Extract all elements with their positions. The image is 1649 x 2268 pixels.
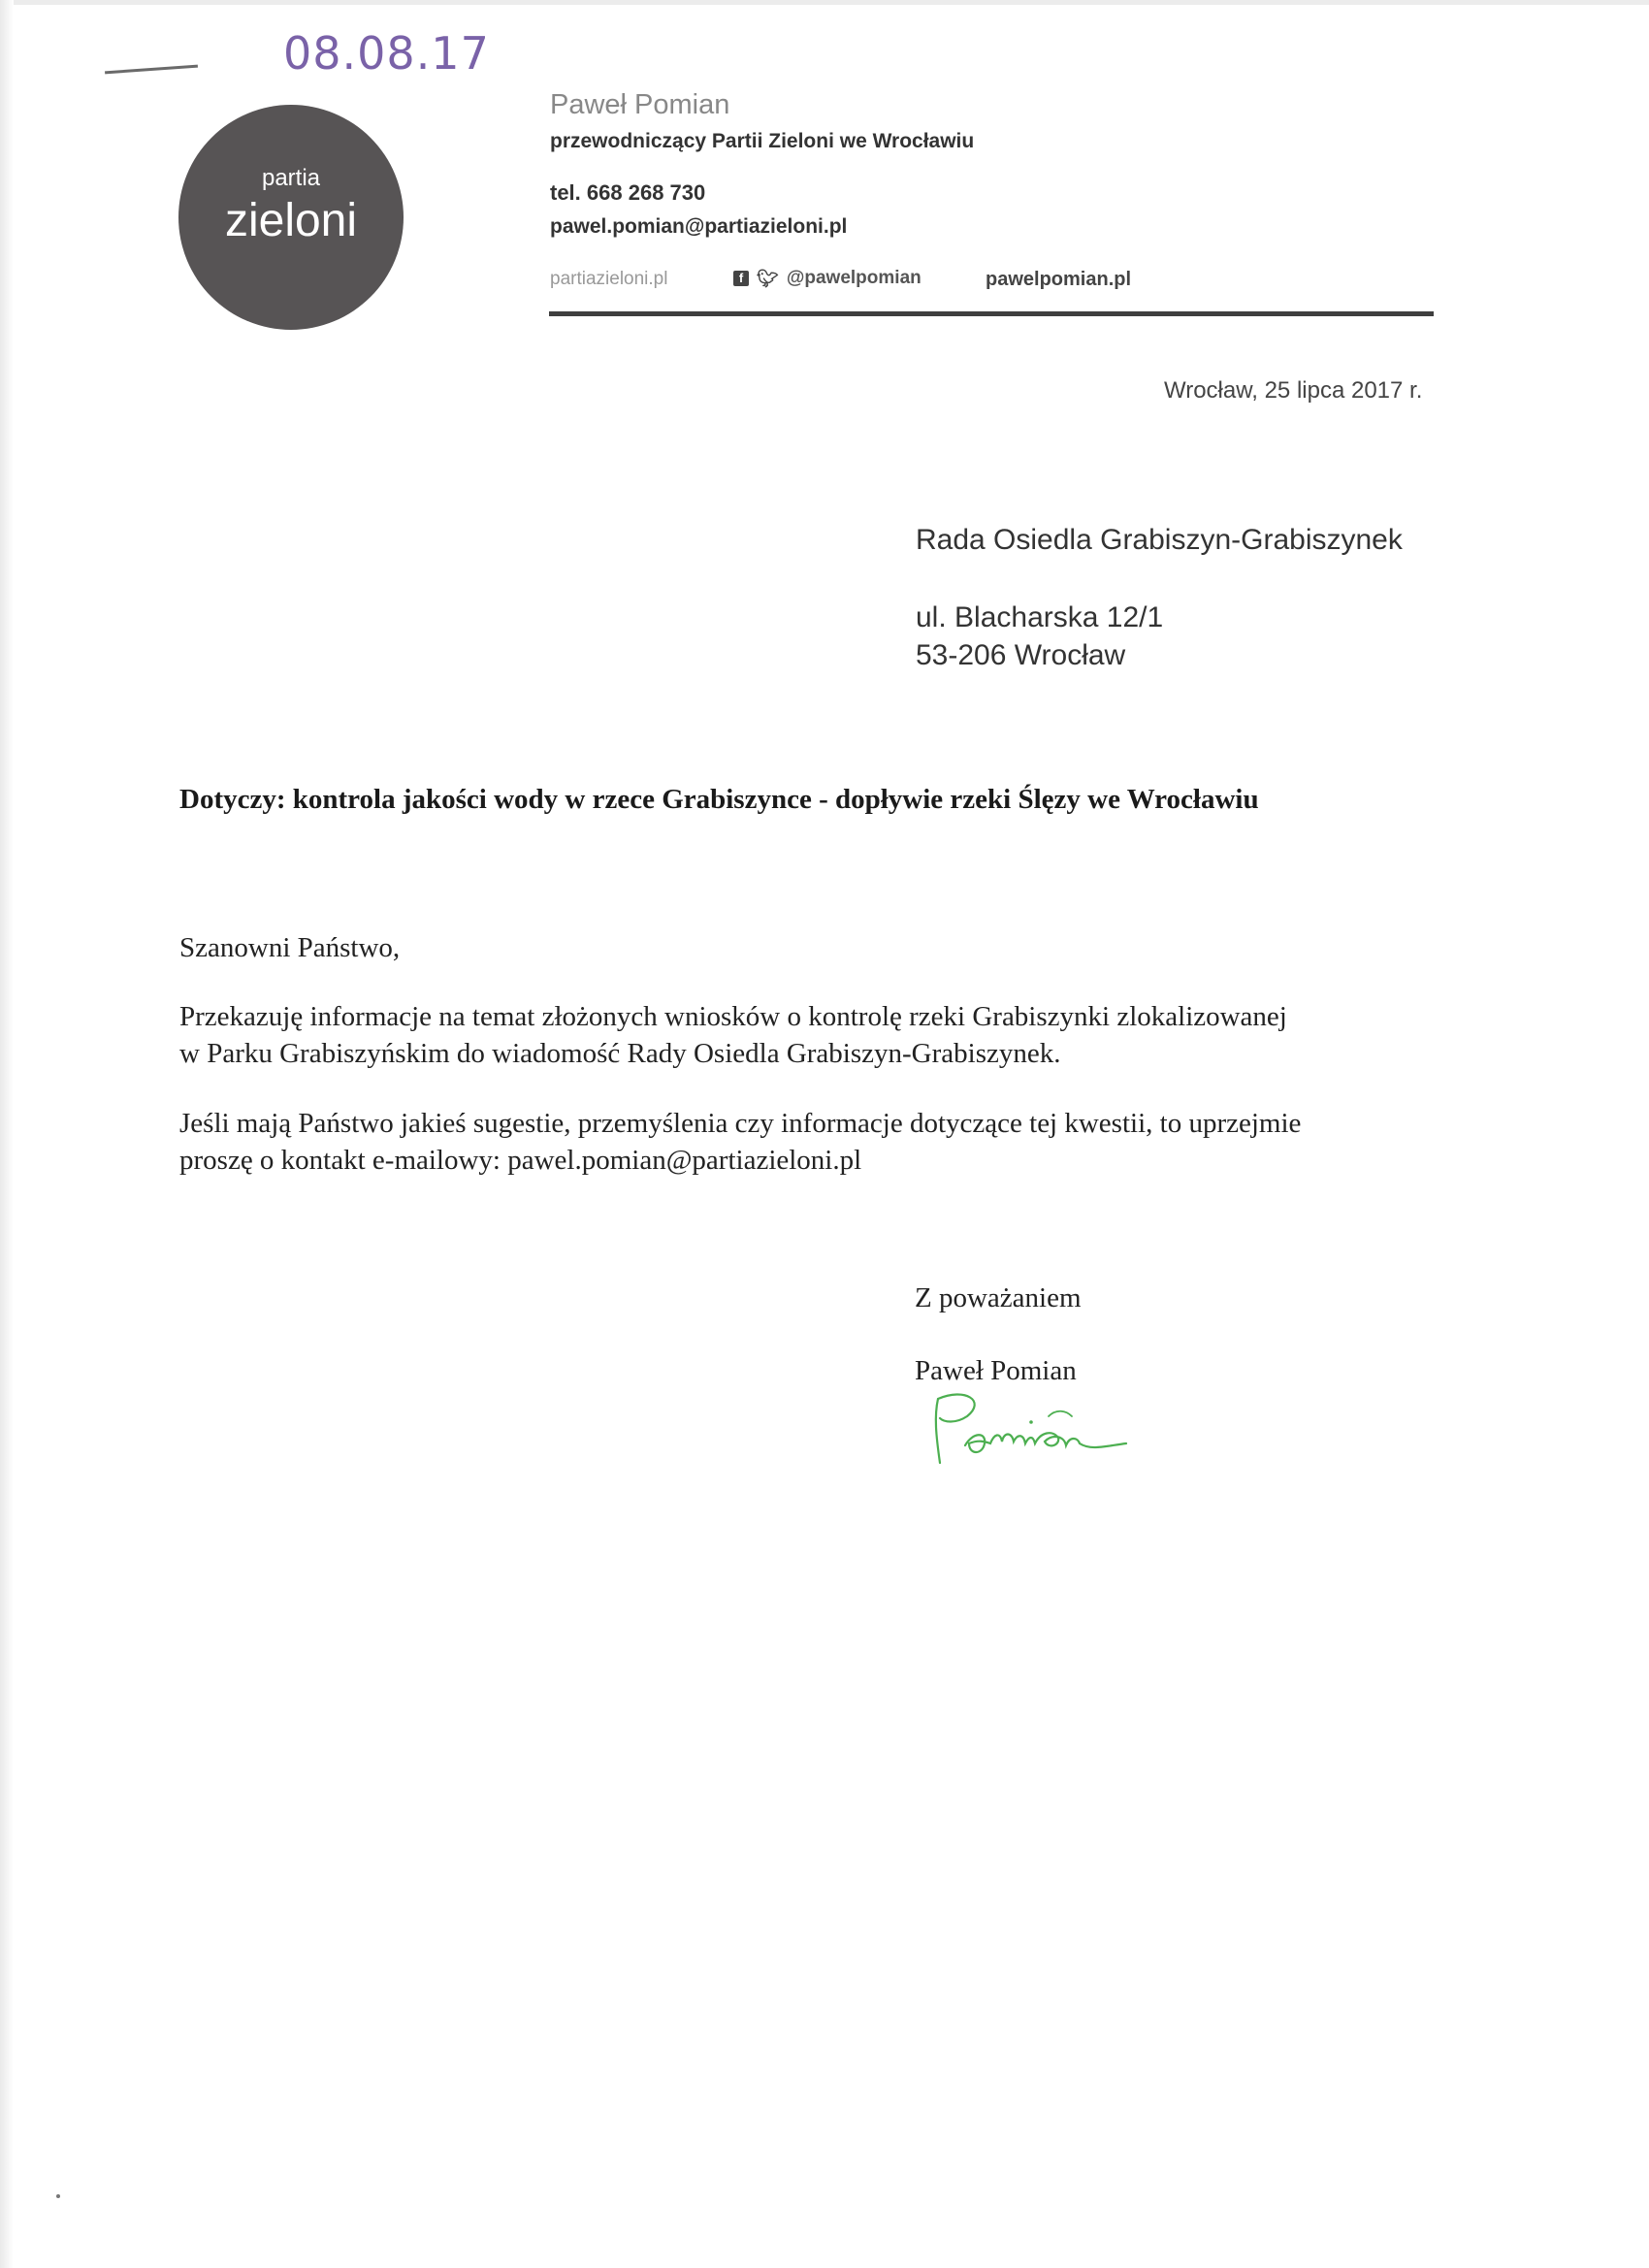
- letterhead-name: Paweł Pomian: [550, 89, 730, 120]
- letter-subject: Dotyczy: kontrola jakości wody w rzece Grabiszynce - dopływie rzeki Ślęzy we Wrocławiu: [179, 784, 1259, 815]
- paragraph1-line1: Przekazuję informacje na temat złożonych wniosków o kontrolę rzeki Grabiszynki zlokalizowanej: [179, 1001, 1287, 1032]
- logo-line2: zieloni: [224, 195, 358, 246]
- handwritten-dash: [105, 65, 198, 75]
- letterhead-phone: tel. 668 268 730: [550, 180, 706, 205]
- letterhead-social: [733, 268, 922, 289]
- closing-salutation: Z poważaniem: [915, 1282, 1082, 1313]
- letterhead-personal-site: pawelpomian.pl: [986, 269, 1132, 290]
- letterhead-rule: [549, 311, 1434, 316]
- facebook-icon: f: [733, 271, 749, 286]
- social-handle: @pawelpomian: [786, 268, 922, 288]
- scan-edge-left: [0, 0, 14, 2268]
- scan-edge-top: [0, 0, 1649, 5]
- paragraph2-line2: proszę o kontakt e-mailowy: pawel.pomian@partiazieloni.pl: [179, 1145, 862, 1176]
- letterhead-role: przewodniczący Partii Zieloni we Wrocławiu: [550, 130, 975, 152]
- recipient-organization: Rada Osiedla Grabiszyn-Grabiszynek: [916, 524, 1403, 556]
- logo-line1: partia: [261, 165, 321, 191]
- scan-speck: [56, 2194, 60, 2198]
- recipient-street: ul. Blacharska 12/1: [916, 601, 1164, 633]
- handwritten-date: 08.08.17: [283, 27, 490, 80]
- paragraph2-line1: Jeśli mają Państwo jakieś sugestie, przemyślenia czy informacje dotyczące tej kwestii, to uprzejmie: [179, 1108, 1302, 1139]
- handwritten-signature: [926, 1387, 1179, 1474]
- letterhead-email: pawel.pomian@partiazieloni.pl: [550, 215, 848, 238]
- closing-name: Paweł Pomian: [915, 1355, 1077, 1386]
- twitter-icon: 🐦︎: [757, 268, 779, 288]
- place-date: Wrocław, 25 lipca 2017 r.: [1164, 377, 1423, 404]
- paragraph1-line2: w Parku Grabiszyńskim do wiadomość Rady Osiedla Grabiszyn-Grabiszynek.: [179, 1038, 1061, 1069]
- party-logo: [178, 105, 404, 330]
- letter-greeting: Szanowni Państwo,: [179, 932, 401, 963]
- recipient-city: 53-206 Wrocław: [916, 639, 1126, 671]
- letterhead-website: partiazieloni.pl: [550, 269, 668, 289]
